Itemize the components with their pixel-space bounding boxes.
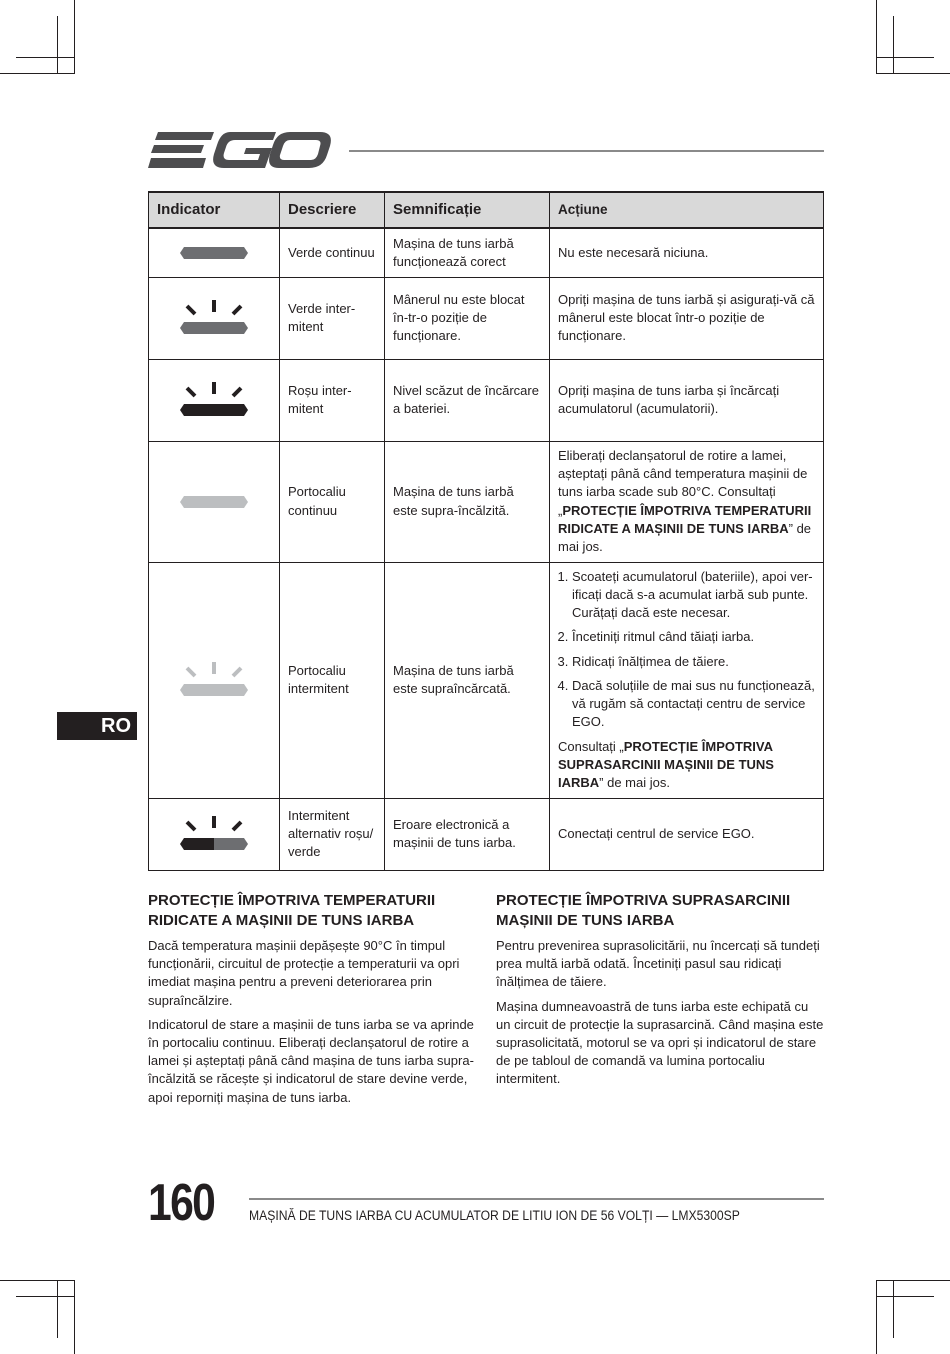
semnificatie-cell: Mașina de tuns iarbă funcționează corect: [385, 228, 550, 277]
actiune-cell: [550, 441, 824, 562]
semnificatie-cell: Mașina de tuns iarbă este supra-încălzită.: [385, 441, 550, 562]
paragraph: Pentru prevenirea suprasolicitării, nu încercați să tundeți prea multă iarbă odată. Încetiniți pasul sau ridicați înălțimea de tăiere.: [496, 938, 820, 990]
crop-mark: [74, 1280, 75, 1354]
crop-mark: [876, 1280, 950, 1281]
descriere-cell: Intermitent alternativ roșu/ verde: [280, 798, 385, 870]
footer-rule: [249, 1198, 824, 1200]
crop-mark: [16, 1296, 74, 1297]
indicator-cell: [149, 441, 280, 562]
indicator-cell: [149, 798, 280, 870]
crop-mark: [893, 16, 894, 74]
flashing-bar-icon: [179, 814, 249, 854]
paragraph: Dacă temperatura mașinii depășește 90°C în timpul funcționării, circuitul de protecție a temperaturii va opri imediat mașina pentru a preveni deteriorarea prin supraîncălzire.: [148, 938, 460, 1008]
flashing-bar-icon: [179, 298, 249, 338]
actiune-text: ” de mai jos.: [599, 774, 670, 790]
crop-mark: [0, 73, 74, 74]
solid-bar-icon: [179, 245, 249, 261]
list-item: 1. Scoateți acumulatorul (bateriile), apoi ver-ificați dacă s-a acumulat iarbă sub punte. Curățați dacă este necesar.: [572, 568, 815, 623]
actiune-text: Consultați „: [558, 738, 624, 754]
crop-mark: [876, 0, 877, 74]
table-row: [149, 359, 824, 441]
table-row: [149, 798, 824, 870]
indicator-cell: [149, 359, 280, 441]
section-title: PROTECȚIE ÎMPOTRIVA TEMPERATURII RIDICATE A MAȘINII DE TUNS IARBA: [148, 892, 436, 929]
semnificatie-cell: Mașina de tuns iarbă este supraîncărcată.: [385, 562, 550, 798]
paragraph: Mașina dumneavoastră de tuns iarba este echipată cu un circuit de protecție la suprasarcină. Când mașina este suprasolicitată, motorul se va opri și indicatorul de stare de pe tabloul de comandă va lumina portocaliu intermitent.: [496, 998, 824, 1087]
table-row: [149, 441, 824, 562]
table-row: [149, 228, 824, 277]
section-title: PROTECȚIE ÎMPOTRIVA SUPRASARCINII MAȘINII DE TUNS IARBA: [496, 892, 791, 929]
indicator-cell: [149, 562, 280, 798]
indicator-table: [148, 191, 824, 871]
list-item: 3. Ridicați înălțimea de tăiere.: [572, 653, 815, 671]
actiune-cell: Nu este necesară niciuna.: [550, 228, 824, 277]
actiune-text: ” de mai jos.: [558, 520, 812, 554]
indicator-cell: [149, 228, 280, 277]
descriere-cell: Portocaliu intermitent: [280, 562, 385, 798]
header-indicator: Indicator: [149, 192, 280, 228]
header-actiune: Acțiune: [550, 192, 824, 228]
indicator-cell: [149, 277, 280, 359]
language-tab: RO: [57, 712, 137, 740]
semnificatie-cell: Nivel scăzut de încărcare a bateriei.: [385, 359, 550, 441]
solid-bar-icon: [179, 494, 249, 510]
actiune-text: Eliberați declanșatorul de rotire a lamei, așteptați până când temperatura mașinii de tuns iarba scade sub 80°C. Consultați „: [558, 447, 808, 518]
footer-title: MAȘINĂ DE TUNS IARBA CU ACUMULATOR DE LITIU ION DE 56 VOLȚI — LMX5300SP: [249, 1208, 740, 1223]
crop-mark: [0, 1280, 74, 1281]
section-reference: PROTECȚIE ÎMPOTRIVA TEMPERATURII RIDICATE A MAȘINII DE TUNS IARBA: [558, 502, 812, 536]
table-row: [149, 562, 824, 798]
actiune-cell: [550, 562, 824, 798]
crop-mark: [876, 57, 934, 58]
semnificatie-cell: Mânerul nu este blocat în-tr-o poziție de funcționare.: [385, 277, 550, 359]
list-item: 2. Încetiniți ritmul când tăiați iarba.: [572, 628, 815, 646]
header-semnificatie: Semnificație: [385, 192, 550, 228]
section-overload-protection: [496, 891, 826, 1095]
actiune-reference: [558, 738, 815, 793]
page-number: 160: [148, 1174, 215, 1232]
descriere-cell: Roșu inter-mitent: [280, 359, 385, 441]
descriere-cell: Verde inter-mitent: [280, 277, 385, 359]
header-descriere: Descriere: [280, 192, 385, 228]
crop-mark: [876, 1280, 877, 1354]
actiune-cell: Conectați centrul de service EGO.: [550, 798, 824, 870]
paragraph: Indicatorul de stare a mașinii de tuns iarba se va aprinde în portocaliu continuu. Eliberați declanșatorul de rotire a lamei și așteptați până când mașina de tuns iarba supra-încălzită se răcește și indicatorul de stare devine verde, apoi reporniți mașina de tuns iarba.: [148, 1016, 474, 1105]
header-rule: [349, 150, 824, 152]
table-header-row: [149, 192, 824, 228]
descriere-cell: Verde continuu: [280, 228, 385, 277]
ego-logo: [148, 128, 332, 172]
list-item: 4. Dacă soluțiile de mai sus nu funcționează, vă rugăm să contactați centru de service EGO.: [572, 677, 815, 732]
crop-mark: [57, 1280, 58, 1338]
section-temperature-protection: [148, 891, 476, 1113]
steps-list: [558, 568, 815, 732]
crop-mark: [57, 16, 58, 74]
flashing-bar-icon: [179, 660, 249, 700]
flashing-bar-icon: [179, 380, 249, 420]
crop-mark: [893, 1280, 894, 1338]
section-reference: PROTECȚIE ÎMPOTRIVA SUPRASARCINII MAȘINII DE TUNS IARBA: [558, 738, 774, 790]
crop-mark: [876, 73, 950, 74]
table-row: [149, 277, 824, 359]
actiune-cell: Opriți mașina de tuns iarbă și asigurați-vă că mânerul este blocat într-o poziție de funcționare.: [550, 277, 824, 359]
crop-mark: [74, 0, 75, 74]
crop-mark: [876, 1296, 934, 1297]
actiune-cell: Opriți mașina de tuns iarba și încărcați acumulatorul (acumulatorii).: [550, 359, 824, 441]
crop-mark: [16, 57, 74, 58]
semnificatie-cell: Eroare electronică a mașinii de tuns iarba.: [385, 798, 550, 870]
descriere-cell: Portocaliu continuu: [280, 441, 385, 562]
